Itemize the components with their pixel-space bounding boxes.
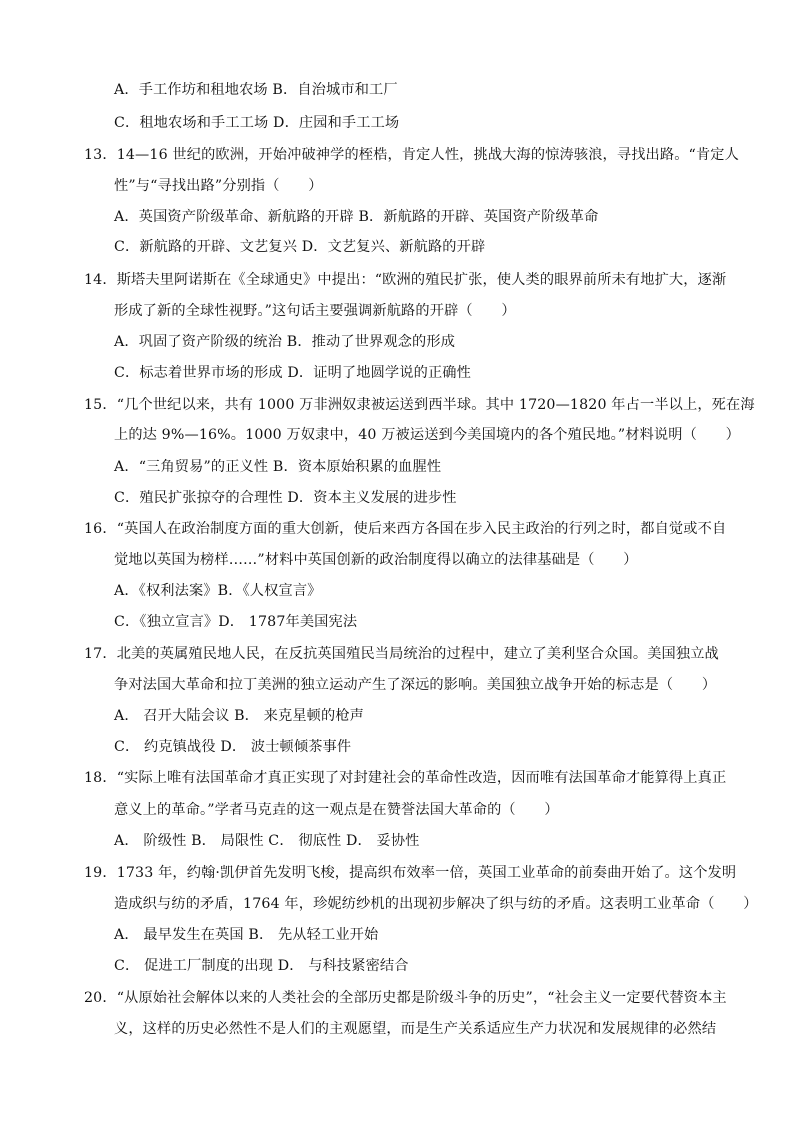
option-line: A．“三角贸易”的正义性 B．资本原始积累的血腥性 [114,459,442,475]
question-stem-text: “从原始社会解体以来的人类社会的全部历史都是阶级斗争的历史”，“社会主义一定要代替资本主 [116,990,727,1006]
question-stem-text: “实际上唯有法国革命才真正实现了对封建社会的革命性改造，因而唯有法国革命才能算得上真正 [116,770,727,786]
option-line: A． 最早发生在英国 B． 先从轻工业开始 [114,927,379,943]
option-line: A． 阶级性 B． 局限性 C． 彻底性 D． 妥协性 [114,833,420,849]
option-line: A．《权利法案》B．《人权宣言》 [114,583,322,599]
question-number: 15． [84,397,117,413]
question-number: 17． [84,646,117,662]
question-number: 13． [84,147,117,163]
option-line: C．标志着世界市场的形成 D．证明了地圆学说的正确性 [114,365,471,381]
option-line: C．新航路的开辟、文艺复兴 D．文艺复兴、新航路的开辟 [114,239,486,255]
question-stem-text: “几个世纪以来，共有 1000 万非洲奴隶被运送到西半球。其中 1720—1820 年占一半以上，死在海 [116,397,755,413]
question-stem-text: 14—16 世纪的欧洲，开始冲破神学的桎梏，肯定人性，挑战大海的惊涛骇浪，寻找出路。“肯定人 [116,147,739,163]
question-number: 16． [84,521,117,537]
question-20-stem [84,988,727,1008]
question-stem-continued: 觉地以英国为榜样……”材料中英国创新的政治制度得以确立的法律基础是（ ） [114,552,638,568]
option-line: C．殖民扩张掠夺的合理性 D．资本主义发展的进步性 [114,490,457,506]
option-line: A．英国资产阶级革命、新航路的开辟 B．新航路的开辟、英国资产阶级革命 [114,209,599,225]
question-stem-continued: 形成了新的全球性视野。”这句话主要强调新航路的开辟（ ） [114,303,516,319]
option-line: C．《独立宣言》D． 1787年美国宪法 [114,614,358,630]
question-number: 19． [84,865,117,881]
option-line: A．巩固了资产阶级的统治 B．推动了世界观念的形成 [114,334,456,350]
question-15-stem [84,395,755,415]
question-number: 20． [84,990,117,1006]
question-13-stem [84,145,739,165]
option-line: A． 召开大陆会议 B． 来克星顿的枪声 [114,708,365,724]
question-number: 14． [84,272,117,288]
option-line: C． 约克镇战役 D． 波士顿倾茶事件 [114,739,352,755]
option-line: C． 促进工厂制度的出现 D． 与科技紧密结合 [114,958,409,974]
question-stem-continued: 造成织与纺的矛盾，1764 年，珍妮纺纱机的出现初步解决了织与纺的矛盾。这表明工业革命（ ） [114,896,758,912]
question-stem-continued: 意义上的革命。”学者马克垚的这一观点是在赞誉法国大革命的（ ） [114,802,559,818]
question-stem-text: 1733 年，约翰·凯伊首先发明飞梭，提高织布效率一倍，英国工业革命的前奏曲开始了。这个发明 [116,865,737,881]
question-stem-text: 北美的英属殖民地人民，在反抗英国殖民当局统治的过程中，建立了美利坚合众国。美国独立战 [116,646,719,662]
question-stem-continued: 争对法国大革命和拉丁美洲的独立运动产生了深远的影响。美国独立战争开始的标志是（ ） [114,677,717,693]
option-line: A．手工作坊和租地农场 B．自治城市和工厂 [114,82,398,98]
question-18-stem [84,768,726,788]
question-stem-continued: 义，这样的历史必然性不是人们的主观愿望，而是生产关系适应生产力状况和发展规律的必然结 [114,1021,717,1037]
option-line: C．租地农场和手工工场 D．庄园和手工工场 [114,115,400,131]
question-stem-text: “英国人在政治制度方面的重大创新，使后来西方各国在步入民主政治的行列之时，都自觉或不自 [116,521,727,537]
question-stem-continued: 性”与“寻找出路”分别指（ ） [114,178,323,194]
question-19-stem [84,863,736,883]
question-17-stem [84,644,719,664]
question-16-stem [84,519,726,539]
question-14-stem [84,270,726,290]
question-number: 18． [84,770,117,786]
question-stem-continued: 上的达 9%—16%。1000 万奴隶中，40 万被运送到今美国境内的各个殖民地。”材料说明（ ） [114,427,740,443]
question-stem-text: 斯塔夫里阿诺斯在《全球通史》中提出：“欧洲的殖民扩张，使人类的眼界前所未有地扩大，逐渐 [116,272,727,288]
